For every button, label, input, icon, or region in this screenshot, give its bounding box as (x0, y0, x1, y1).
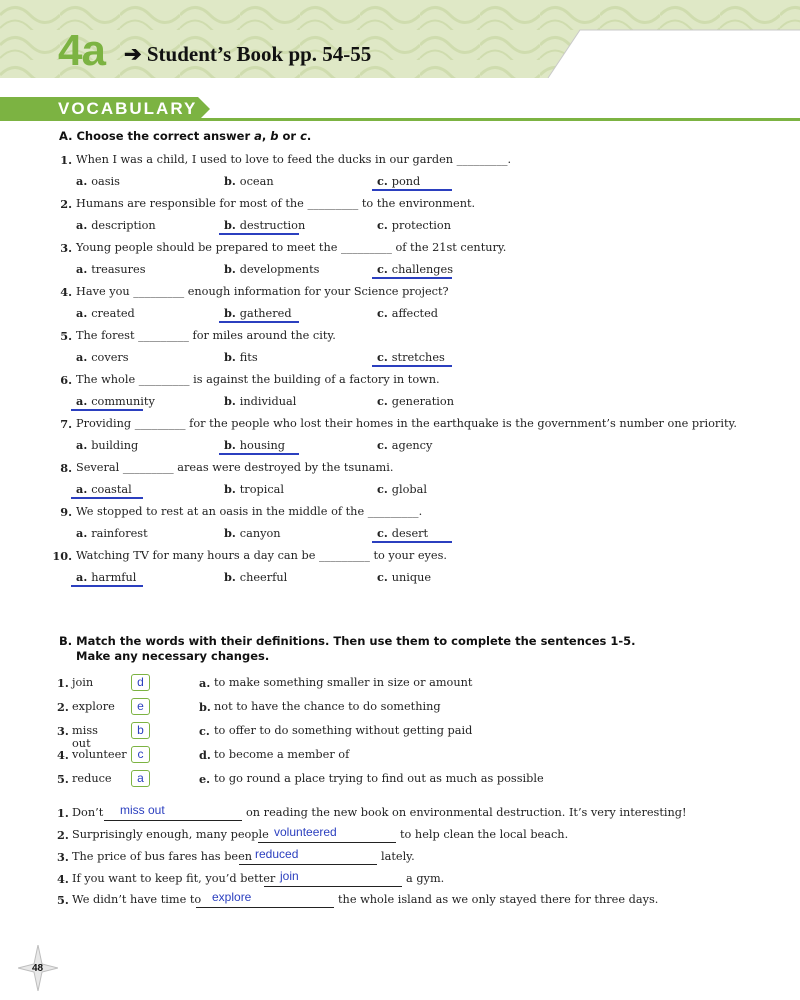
option-letter: c. (377, 262, 392, 276)
instruction-end: . (306, 129, 312, 143)
question-number: 2. (60, 197, 72, 211)
answer-underline (219, 453, 299, 455)
option-text: description (91, 219, 156, 232)
match-word: volunteer (72, 748, 127, 761)
instruction-option-c: c (300, 129, 307, 143)
sentence-number: 5. (57, 893, 69, 907)
option-letter: b. (224, 394, 240, 408)
option-a (76, 570, 136, 584)
sentence-after: a gym. (406, 872, 445, 885)
option-c (377, 306, 438, 320)
definition-text: to make something smaller in size or amount (214, 676, 473, 689)
question-text: Have you _________ enough information for your Science project? (76, 285, 449, 298)
definition-text: to become a member of (214, 748, 350, 761)
question-number: 10. (52, 549, 72, 563)
written-answer: explore (212, 890, 252, 904)
option-letter: a. (76, 570, 92, 584)
sentence-number: 4. (57, 872, 69, 886)
part-b-instruction-line1: B. Match the words with their definitions. Then use them to complete the sentences 1-5. (59, 634, 636, 648)
instruction-or: or (278, 129, 301, 143)
option-letter: b. (224, 438, 240, 452)
option-letter: b. (224, 262, 240, 276)
option-a (76, 262, 146, 276)
question-text: The whole _________ is against the building of a factory in town. (76, 373, 440, 386)
match-answer-box: a (131, 770, 150, 787)
option-text: protection (391, 219, 451, 232)
sentence-number: 1. (57, 806, 69, 820)
question-number: 3. (60, 241, 72, 255)
option-text: tropical (239, 483, 285, 496)
option-letter: b. (224, 482, 240, 496)
written-answer: reduced (255, 847, 299, 861)
option-text: gathered (239, 307, 292, 320)
written-answer: join (280, 869, 299, 883)
instruction-text: A. Choose the correct answer (59, 129, 255, 143)
written-answer: volunteered (274, 825, 337, 839)
option-c (377, 350, 445, 364)
part-b-instruction-line2: Make any necessary changes. (76, 649, 270, 663)
instruction-option-a: a (254, 129, 262, 143)
part-a-instruction (59, 129, 311, 143)
option-text: destruction (239, 219, 306, 232)
option-letter: a. (76, 394, 92, 408)
match-word: miss out (72, 724, 98, 750)
option-a (76, 218, 156, 232)
question-number: 8. (60, 461, 72, 475)
sentence-before: We didn’t have time to (72, 893, 202, 906)
option-b (224, 218, 305, 232)
option-text: oasis (91, 175, 120, 188)
option-text: ocean (239, 175, 274, 188)
option-b (224, 306, 292, 320)
option-letter: a. (76, 174, 92, 188)
option-letter: b. (224, 174, 240, 188)
question-text: Several _________ areas were destroyed by the tsunami. (76, 461, 394, 474)
option-text: harmful (91, 571, 137, 584)
option-text: agency (391, 439, 433, 452)
sentence-after: the whole island as we only stayed there for three days. (338, 893, 659, 906)
sentence-after: to help clean the local beach. (400, 828, 569, 841)
question-text: The forest _________ for miles around the city. (76, 329, 336, 342)
option-text: challenges (391, 263, 453, 276)
option-letter: a. (76, 482, 92, 496)
definition-letter: b. (199, 700, 211, 714)
option-letter: c. (377, 350, 392, 364)
match-answer-box: d (131, 674, 150, 691)
unit-number: 4a (58, 26, 105, 75)
option-c (377, 262, 453, 276)
option-b (224, 394, 296, 408)
option-text: created (91, 307, 135, 320)
option-letter: a. (76, 306, 92, 320)
option-letter: b. (224, 570, 240, 584)
option-text: generation (391, 395, 454, 408)
answer-underline (71, 409, 143, 411)
question-number: 5. (60, 329, 72, 343)
answer-underline (372, 541, 452, 543)
sentence-before: If you want to keep fit, you’d better (72, 872, 276, 885)
match-answer-box: b (131, 722, 150, 739)
option-text: developments (239, 263, 320, 276)
option-text: pond (391, 175, 421, 188)
match-answer-box: c (131, 746, 150, 763)
option-letter: b. (224, 218, 240, 232)
answer-underline (71, 497, 143, 499)
option-text: canyon (239, 527, 281, 540)
option-text: desert (391, 527, 429, 540)
option-text: cheerful (239, 571, 288, 584)
answer-underline (372, 277, 452, 279)
option-b (224, 526, 281, 540)
option-text: unique (391, 571, 432, 584)
sentence-number: 3. (57, 850, 69, 864)
option-b (224, 262, 319, 276)
sentence-number: 2. (57, 828, 69, 842)
answer-underline (219, 321, 299, 323)
question-text: Young people should be prepared to meet the _________ of the 21st century. (76, 241, 507, 254)
option-text: affected (391, 307, 438, 320)
option-c (377, 438, 432, 452)
match-number: 5. (57, 772, 69, 786)
option-text: treasures (91, 263, 146, 276)
option-letter: b. (224, 526, 240, 540)
question-number: 4. (60, 285, 72, 299)
match-word: reduce (72, 772, 112, 785)
answer-underline (372, 365, 452, 367)
definition-letter: e. (199, 772, 211, 786)
option-c (377, 570, 431, 584)
instruction-option-b: b (270, 129, 279, 143)
option-a (76, 482, 132, 496)
option-letter: b. (224, 350, 240, 364)
answer-underline (71, 585, 143, 587)
match-number: 3. (57, 724, 69, 738)
match-word: explore (72, 700, 115, 713)
page-number: 48 (32, 963, 44, 974)
sentence-before: Don’t (72, 806, 104, 819)
option-c (377, 526, 428, 540)
sentence-after: on reading the new book on environmental destruction. It’s very interesting! (246, 806, 687, 819)
option-text: housing (239, 439, 286, 452)
option-b (224, 174, 274, 188)
answer-underline (219, 233, 299, 235)
option-text: covers (91, 351, 129, 364)
match-word: join (72, 676, 94, 689)
option-letter: a. (76, 262, 92, 276)
definition-text: to offer to do something without getting paid (214, 724, 473, 737)
option-c (377, 218, 451, 232)
definition-letter: d. (199, 748, 211, 762)
definition-letter: c. (199, 724, 210, 738)
option-letter: c. (377, 526, 392, 540)
student-book-reference: ➔ Student’s Book pp. 54-55 (124, 42, 372, 66)
option-b (224, 482, 284, 496)
sentence-after: lately. (381, 850, 415, 863)
section-title: VOCABULARY (58, 99, 198, 118)
option-c (377, 482, 427, 496)
option-c (377, 394, 454, 408)
option-c (377, 174, 420, 188)
match-answer-box: e (131, 698, 150, 715)
question-number: 1. (60, 153, 72, 167)
definition-letter: a. (199, 676, 211, 690)
option-b (224, 570, 287, 584)
definition-text: not to have the chance to do something (214, 700, 441, 713)
option-text: rainforest (91, 527, 148, 540)
option-a (76, 394, 155, 408)
match-number: 4. (57, 748, 69, 762)
answer-underline (372, 189, 452, 191)
option-text: stretches (391, 351, 445, 364)
question-text: When I was a child, I used to love to feed the ducks in our garden _________. (76, 153, 512, 166)
option-text: building (91, 439, 139, 452)
question-text: Humans are responsible for most of the _________ to the environment. (76, 197, 476, 210)
match-number: 2. (57, 700, 69, 714)
option-a (76, 526, 148, 540)
option-a (76, 438, 138, 452)
option-letter: c. (377, 438, 392, 452)
option-letter: c. (377, 306, 392, 320)
option-letter: c. (377, 482, 392, 496)
option-letter: c. (377, 394, 392, 408)
option-letter: c. (377, 174, 392, 188)
option-a (76, 306, 135, 320)
question-number: 9. (60, 505, 72, 519)
option-b (224, 350, 258, 364)
option-letter: c. (377, 570, 392, 584)
option-text: individual (239, 395, 297, 408)
option-letter: a. (76, 218, 92, 232)
option-text: community (91, 395, 155, 408)
option-letter: b. (224, 306, 240, 320)
header-band (0, 0, 800, 78)
question-text: Watching TV for many hours a day can be _________ to your eyes. (76, 549, 447, 562)
option-letter: a. (76, 350, 92, 364)
question-text: Providing _________ for the people who lost their homes in the earthquake is the government’s number one priority. (76, 417, 737, 430)
written-answer: miss out (120, 803, 165, 817)
option-letter: c. (377, 218, 392, 232)
option-text: fits (239, 351, 258, 364)
option-b (224, 438, 285, 452)
option-letter: a. (76, 526, 92, 540)
sentence-before: Surprisingly enough, many people (72, 828, 269, 841)
question-number: 7. (60, 417, 72, 431)
option-a (76, 174, 120, 188)
option-text: global (391, 483, 427, 496)
option-letter: a. (76, 438, 92, 452)
definition-text: to go round a place trying to find out as much as possible (214, 772, 544, 785)
sentence-before: The price of bus fares has been (72, 850, 253, 863)
option-text: coastal (91, 483, 132, 496)
option-a (76, 350, 129, 364)
instruction-separator: , (261, 129, 271, 143)
match-number: 1. (57, 676, 69, 690)
question-number: 6. (60, 373, 72, 387)
question-text: We stopped to rest at an oasis in the middle of the _________. (76, 505, 423, 518)
